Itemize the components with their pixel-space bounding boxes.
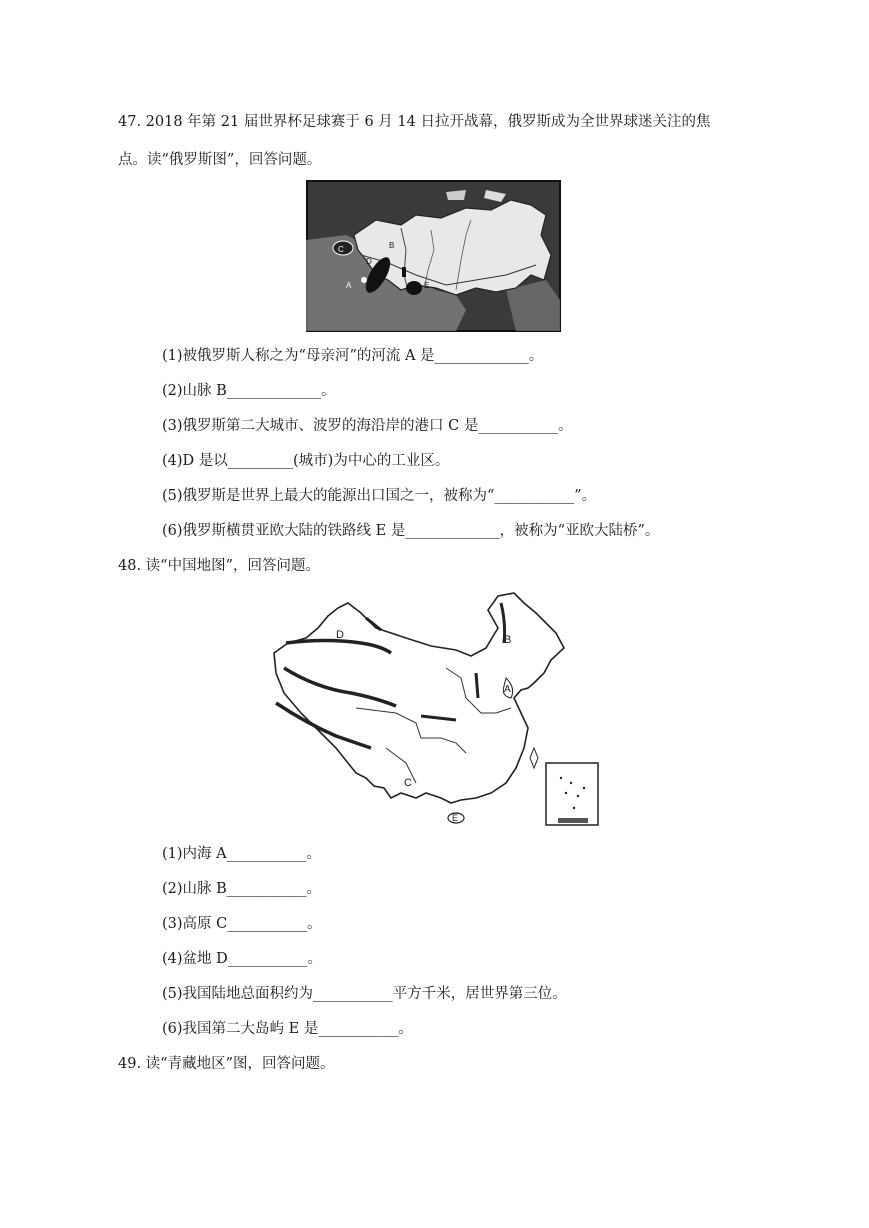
q47-text-line2: 点。读“俄罗斯图”，回答问题。 xyxy=(118,152,322,168)
russia-map-label-a: A xyxy=(346,281,352,290)
q48-item-5: (5)我国陆地总面积约为___________平方千米，居世界第三位。 xyxy=(162,986,567,1002)
china-map-label-a: A xyxy=(504,684,511,695)
china-map-label-e: E xyxy=(452,813,459,823)
q49-title: 49. 读“青藏地区”图，回答问题。 xyxy=(118,1056,335,1072)
q47-item-4: (4)D 是以_________(城市)为中心的工业区。 xyxy=(162,453,450,469)
q48-title: 48. 读“中国地图”，回答问题。 xyxy=(118,558,320,574)
q47-item-3: (3)俄罗斯第二大城市、波罗的海沿岸的港口 C 是___________。 xyxy=(162,418,573,434)
china-map-label-d: D xyxy=(336,629,344,641)
china-map-label-b: B xyxy=(504,634,512,646)
russia-map xyxy=(306,180,561,332)
q48-item-2: (2)山脉 B___________。 xyxy=(162,881,322,897)
q47-text-line1: 47. 2018 年第 21 届世界杯足球赛于 6 月 14 日拉开战幕，俄罗斯成为全世界球迷关注的焦 xyxy=(118,114,711,130)
q47-item-5: (5)俄罗斯是世界上最大的能源出口国之一，被称为“___________”。 xyxy=(162,488,597,504)
q48-item-4: (4)盆地 D___________。 xyxy=(162,951,323,967)
q47-item-2: (2)山脉 B_____________。 xyxy=(162,383,336,399)
china-map-label-c: C xyxy=(404,777,412,789)
q47-item-6: (6)俄罗斯横贯亚欧大陆的铁路线 E 是_____________，被称为“亚欧大陆桥”。 xyxy=(162,523,660,539)
russia-map-label-c: C xyxy=(338,245,344,254)
q48-item-3: (3)高原 C___________。 xyxy=(162,916,322,932)
russia-map-label-e: E xyxy=(424,281,430,290)
russia-map-label-d: D xyxy=(366,257,372,266)
china-map xyxy=(266,588,606,828)
russia-map-label-b: B xyxy=(389,241,395,250)
q48-item-1: (1)内海 A___________。 xyxy=(162,846,321,862)
q47-item-1: (1)被俄罗斯人称之为“母亲河”的河流 A 是_____________。 xyxy=(162,348,544,364)
q48-item-6: (6)我国第二大岛屿 E 是___________。 xyxy=(162,1021,413,1037)
